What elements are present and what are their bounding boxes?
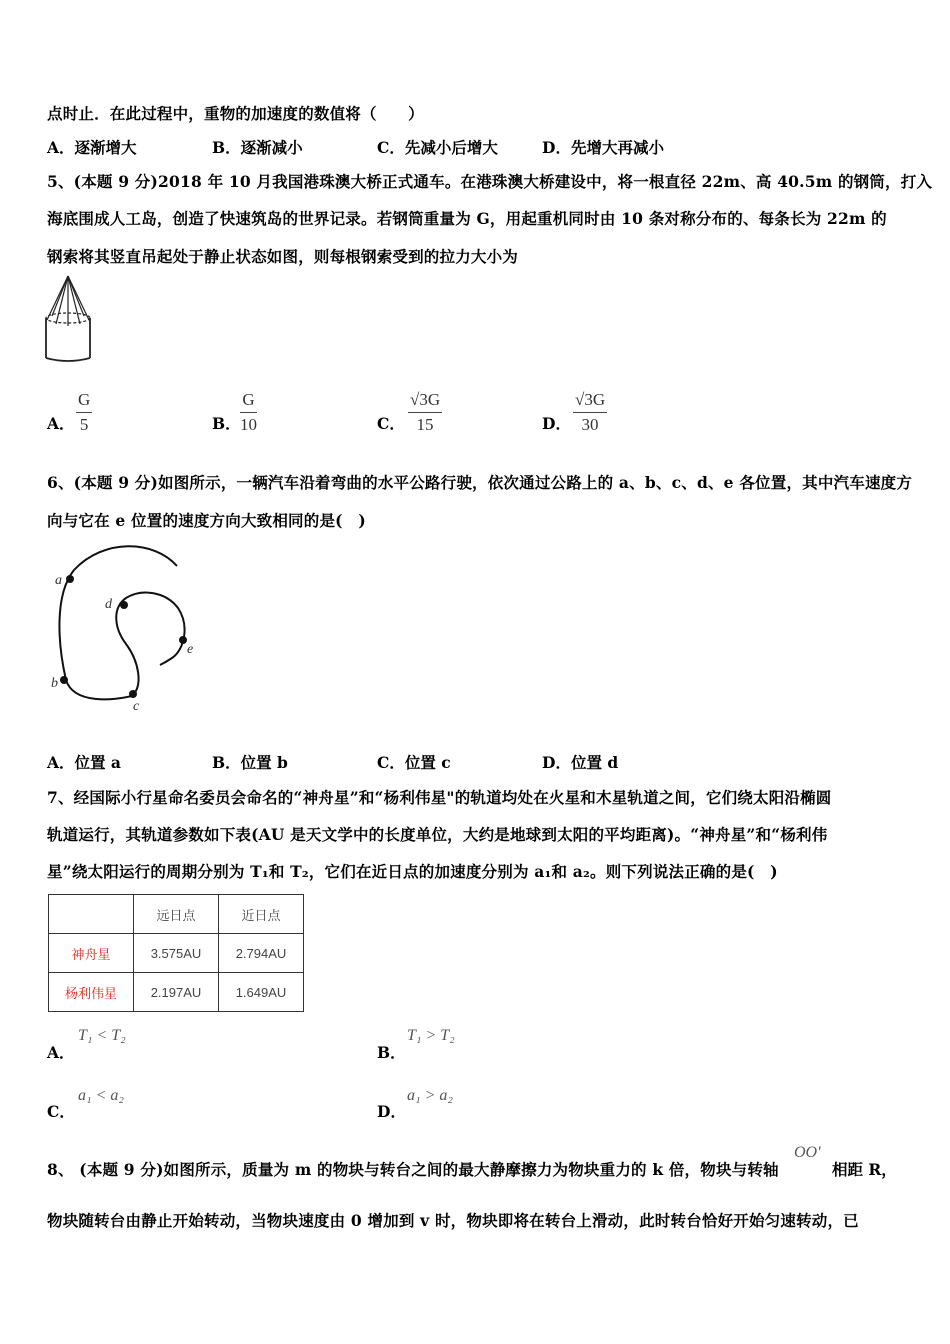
q4-option-b[interactable]: B．逐渐减小 bbox=[212, 138, 303, 157]
q5-a-denominator: 5 bbox=[79, 415, 89, 434]
q8-text-line1-a: 8、 (本题 9 分)如图所示，质量为 m 的物块与转台之间的最大静摩擦力为物块重力的 k 倍，物块与转轴 bbox=[47, 1160, 779, 1179]
table-cell: 2.794AU bbox=[219, 934, 304, 973]
steel-cylinder-figure bbox=[44, 272, 96, 364]
q6-option-a[interactable]: A．位置 a bbox=[47, 753, 121, 772]
q8-axis-symbol: OO' bbox=[794, 1144, 821, 1161]
table-header-cell: 远日点 bbox=[134, 895, 219, 934]
q5-option-d-label[interactable]: D． bbox=[542, 414, 571, 433]
q4-text: 点时止．在此过程中，重物的加速度的数值将（ ） bbox=[47, 104, 424, 123]
q5-option-d-fraction bbox=[573, 390, 607, 435]
table-cell-name: 杨利伟星 bbox=[49, 973, 134, 1012]
q6-option-c[interactable]: C．位置 c bbox=[377, 753, 451, 772]
q5-option-a-label[interactable]: A． bbox=[47, 414, 75, 433]
point-d-label: d bbox=[105, 597, 112, 612]
q5-text-line1: 5、(本题 9 分)2018 年 10 月我国港珠澳大桥正式通车。在港珠澳大桥建设中，将一根直径 22m、高 40.5m 的钢筒，打入 bbox=[47, 172, 933, 191]
q5-d-denominator: 30 bbox=[581, 415, 599, 434]
table-header-cell bbox=[49, 895, 134, 934]
table-cell: 1.649AU bbox=[219, 973, 304, 1012]
q8-text-line1-b: 相距 R， bbox=[832, 1160, 897, 1179]
q5-d-numerator: √3G bbox=[573, 390, 607, 413]
point-e-marker bbox=[179, 636, 187, 644]
q7-option-a-expr: T₁ < T₂ bbox=[78, 1027, 126, 1044]
q7-option-c-label[interactable]: C． bbox=[47, 1102, 75, 1121]
q5-option-b-label[interactable]: B． bbox=[212, 414, 241, 433]
q5-text-line2: 海底围成人工岛，创造了快速筑岛的世界记录。若钢筒重量为 G，用起重机同时由 10 条对称分布的、每条长为 22m 的 bbox=[47, 209, 887, 228]
q5-option-c-fraction bbox=[408, 390, 442, 435]
point-a-marker bbox=[66, 575, 74, 583]
q5-option-b-fraction bbox=[240, 390, 257, 435]
table-cell: 2.197AU bbox=[134, 973, 219, 1012]
q7-option-d-label[interactable]: D． bbox=[377, 1102, 406, 1121]
point-c-label: c bbox=[133, 699, 140, 714]
point-c-marker bbox=[129, 690, 137, 698]
q8-text-line2: 物块随转台由静止开始转动，当物块速度由 0 增加到 v 时，物块即将在转台上滑动，此时转台恰好开始匀速转动，已 bbox=[47, 1211, 859, 1230]
q5-a-numerator: G bbox=[76, 390, 92, 413]
point-a-label: a bbox=[55, 573, 62, 588]
q5-b-denominator: 10 bbox=[240, 415, 257, 434]
q5-option-c-label[interactable]: C． bbox=[377, 414, 405, 433]
q6-option-b[interactable]: B．位置 b bbox=[212, 753, 288, 772]
q6-option-d[interactable]: D．位置 d bbox=[542, 753, 619, 772]
point-b-label: b bbox=[51, 676, 58, 691]
q7-option-c-expr: a₁ < a₂ bbox=[78, 1087, 124, 1104]
q5-c-numerator: √3G bbox=[408, 390, 442, 413]
q6-text-line2: 向与它在 e 位置的速度方向大致相同的是( ) bbox=[47, 511, 366, 530]
q7-option-b-expr: T₁ > T₂ bbox=[407, 1027, 455, 1044]
point-b-marker bbox=[60, 676, 68, 684]
q5-c-denominator: 15 bbox=[416, 415, 434, 434]
table-row bbox=[49, 973, 304, 1012]
q7-option-d-expr: a₁ > a₂ bbox=[407, 1087, 453, 1104]
table-row bbox=[49, 934, 304, 973]
q7-text-line3: 星”绕太阳运行的周期分别为 T₁和 T₂，它们在近日点的加速度分别为 a₁和 a₂。则下列说法正确的是( ) bbox=[47, 862, 778, 881]
q4-option-d[interactable]: D．先增大再减小 bbox=[542, 138, 664, 157]
road-curve-figure bbox=[44, 540, 204, 720]
q7-option-a-label[interactable]: A． bbox=[47, 1043, 75, 1062]
orbit-parameters-table bbox=[48, 894, 304, 1012]
table-header-row bbox=[49, 895, 304, 934]
point-e-label: e bbox=[187, 642, 194, 657]
table-header-cell: 近日点 bbox=[219, 895, 304, 934]
q6-text-line1: 6、(本题 9 分)如图所示，一辆汽车沿着弯曲的水平公路行驶，依次通过公路上的 a、b、c、d、e 各位置，其中汽车速度方 bbox=[47, 473, 913, 492]
q4-option-a[interactable]: A．逐渐增大 bbox=[47, 138, 137, 157]
q7-option-b-label[interactable]: B． bbox=[377, 1043, 406, 1062]
point-d-marker bbox=[120, 601, 128, 609]
q4-option-c[interactable]: C．先减小后增大 bbox=[377, 138, 498, 157]
table-cell: 3.575AU bbox=[134, 934, 219, 973]
q5-option-a-fraction bbox=[76, 390, 92, 435]
q5-text-line3: 钢索将其竖直吊起处于静止状态如图，则每根钢索受到的拉力大小为 bbox=[47, 247, 519, 266]
q5-b-numerator: G bbox=[240, 390, 257, 413]
q7-text-line2: 轨道运行，其轨道参数如下表(AU 是天文学中的长度单位，大约是地球到太阳的平均距离)。“神舟星”和“杨利伟 bbox=[47, 825, 828, 844]
q7-text-line1: 7、经国际小行星命名委员会命名的“神舟星”和“杨利伟星"的轨道均处在火星和木星轨道之间，它们绕太阳沿椭圆 bbox=[47, 788, 832, 807]
table-cell-name: 神舟星 bbox=[49, 934, 134, 973]
